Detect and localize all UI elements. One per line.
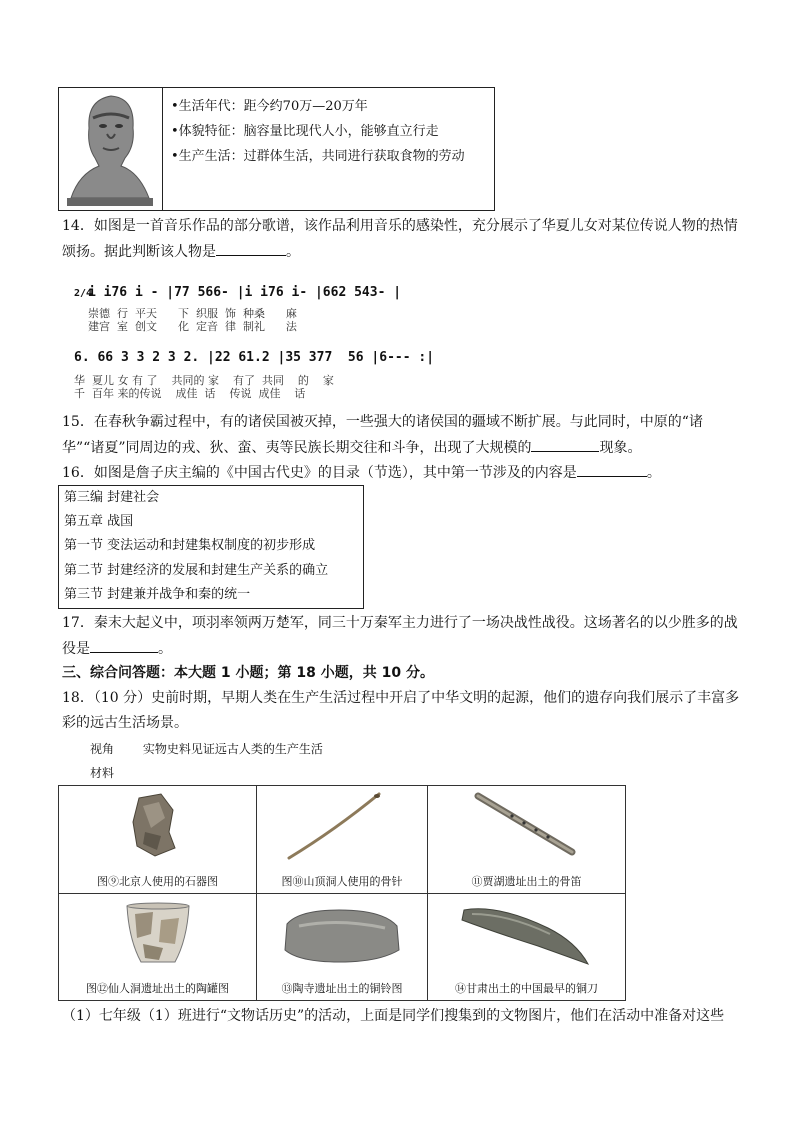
artifact-cell-bronze-knife xyxy=(428,894,625,1000)
score-row1-lyrics-a: 崇德 行 平天 下 织服 饰 种桑 麻 xyxy=(88,307,297,320)
q15-answer-blank[interactable] xyxy=(531,437,599,452)
toc-line: 第三节 封建兼并战争和秦的统一 xyxy=(64,587,251,602)
peking-man-info-table xyxy=(58,87,495,211)
q17-answer-blank[interactable] xyxy=(90,638,158,653)
artifact-caption: 图⑨北京人使用的石器图 xyxy=(97,875,218,888)
artifact-cell-pottery-jar xyxy=(59,894,257,1000)
q17-line2: 役是 。 xyxy=(62,638,172,659)
music-score-row2 xyxy=(74,350,435,410)
pottery-jar-image xyxy=(123,900,193,972)
bronze-bell-image xyxy=(279,904,405,966)
score-row1-notes: 2/4i i76 i - |77 566- |i i76 i- |662 543- | xyxy=(74,285,402,300)
artifact-cell-stone-tool xyxy=(59,786,257,894)
bone-flute-image xyxy=(472,790,580,862)
section-three-heading: 三、综合问答题：本大题 1 小题；第 18 小题，共 10 分。 xyxy=(62,665,434,681)
artifact-caption: 图⑩山顶洞人使用的骨针 xyxy=(281,875,403,888)
artifact-image-grid xyxy=(58,785,626,1001)
toc-line: 第五章 战国 xyxy=(64,514,134,529)
artifact-cell-bone-needle xyxy=(257,786,428,894)
bone-needle-image xyxy=(285,790,385,862)
bullet-era: •生活年代：距今约70万—20万年 xyxy=(171,99,368,114)
score-row2-lyrics-a: 华 夏儿 女 有 了 共同的 家 有了 共同 的 家 xyxy=(74,374,334,387)
q18-line1: 18．（10 分）史前时期，早期人类在生产生活过程中开启了中华文明的起源，他们的遗存向我们展示了丰富多 xyxy=(62,690,740,706)
artifact-caption: ⑪贾湖遗址出土的骨笛 xyxy=(471,875,582,888)
bullet-appearance: •体貌特征：脑容量比现代人小，能够直立行走 xyxy=(171,124,439,139)
score-row1-lyrics-b: 建宫 室 创文 化 定音 律 制礼 法 xyxy=(88,320,297,333)
score-row2-notes: 6. 66 3 3 2 3 2. |22 61.2 |35 377 56 |6--- :| xyxy=(74,350,435,365)
q18-view-label: 视角 实物史料见证远古人类的生产生活 xyxy=(90,742,323,756)
toc-line: 第二节 封建经济的发展和封建生产关系的确立 xyxy=(64,563,329,578)
bullet-life: •生产生活：过群体生活，共同进行获取食物的劳动 xyxy=(171,149,465,164)
artifact-caption: ⑭甘肃出土的中国最早的铜刀 xyxy=(455,982,598,995)
peking-man-bust-image xyxy=(59,88,163,210)
q15-line1: 15．在春秋争霸过程中，有的诸侯国被灭掉，一些强大的诸侯国的疆域不断扩展。与此同时，中原的“诸 xyxy=(62,414,703,430)
q15-line2: 华”“诸夏”同周边的戎、狄、蛮、夷等民族长期交往和斗争，出现了大规模的 现象。 xyxy=(62,437,641,458)
q14-line1: 14．如图是一首音乐作品的部分歌谱，该作品利用音乐的感染性，充分展示了华夏儿女对某位传说人物的热情 xyxy=(62,218,738,234)
table-of-contents-box xyxy=(58,485,364,609)
stone-tool-image xyxy=(131,792,177,858)
q18-material-label: 材料 xyxy=(90,766,115,780)
q18-part1-line1: （1）七年级（1）班进行“文物话历史”的活动，上面是同学们搜集到的文物图片，他们在活动中准备对这些 xyxy=(62,1008,725,1024)
q14-line2: 颂扬。据此判断该人物是 。 xyxy=(62,241,300,262)
artifact-cell-bone-flute xyxy=(428,786,625,894)
q14-answer-blank[interactable] xyxy=(216,241,286,256)
q18-line2: 彩的远古生活场景。 xyxy=(62,715,188,731)
artifact-cell-bronze-bell xyxy=(257,894,428,1000)
time-signature: 2/4 xyxy=(74,288,93,299)
bronze-knife-image xyxy=(458,898,594,972)
info-bullets xyxy=(171,94,465,169)
toc-line: 第一节 变法运动和封建集权制度的初步形成 xyxy=(64,538,316,553)
artifact-caption: ⑬陶寺遗址出土的铜铃图 xyxy=(281,982,403,995)
toc-line: 第三编 封建社会 xyxy=(64,490,160,505)
q16-answer-blank[interactable] xyxy=(577,462,647,477)
score-row2-lyrics-b: 千 百年 来的传说 成佳 话 传说 成佳 话 xyxy=(74,387,306,400)
q17-line1: 17．秦末大起义中，项羽率领两万楚军，同三十万秦军主力进行了一场决战性战役。这场著名的以少胜多的战 xyxy=(62,615,738,631)
artifact-caption: 图⑫仙人洞遗址出土的陶罐图 xyxy=(86,982,229,995)
q16-line1: 16．如图是詹子庆主编的《中国古代史》的目录（节选），其中第一节涉及的内容是 。 xyxy=(62,462,661,483)
